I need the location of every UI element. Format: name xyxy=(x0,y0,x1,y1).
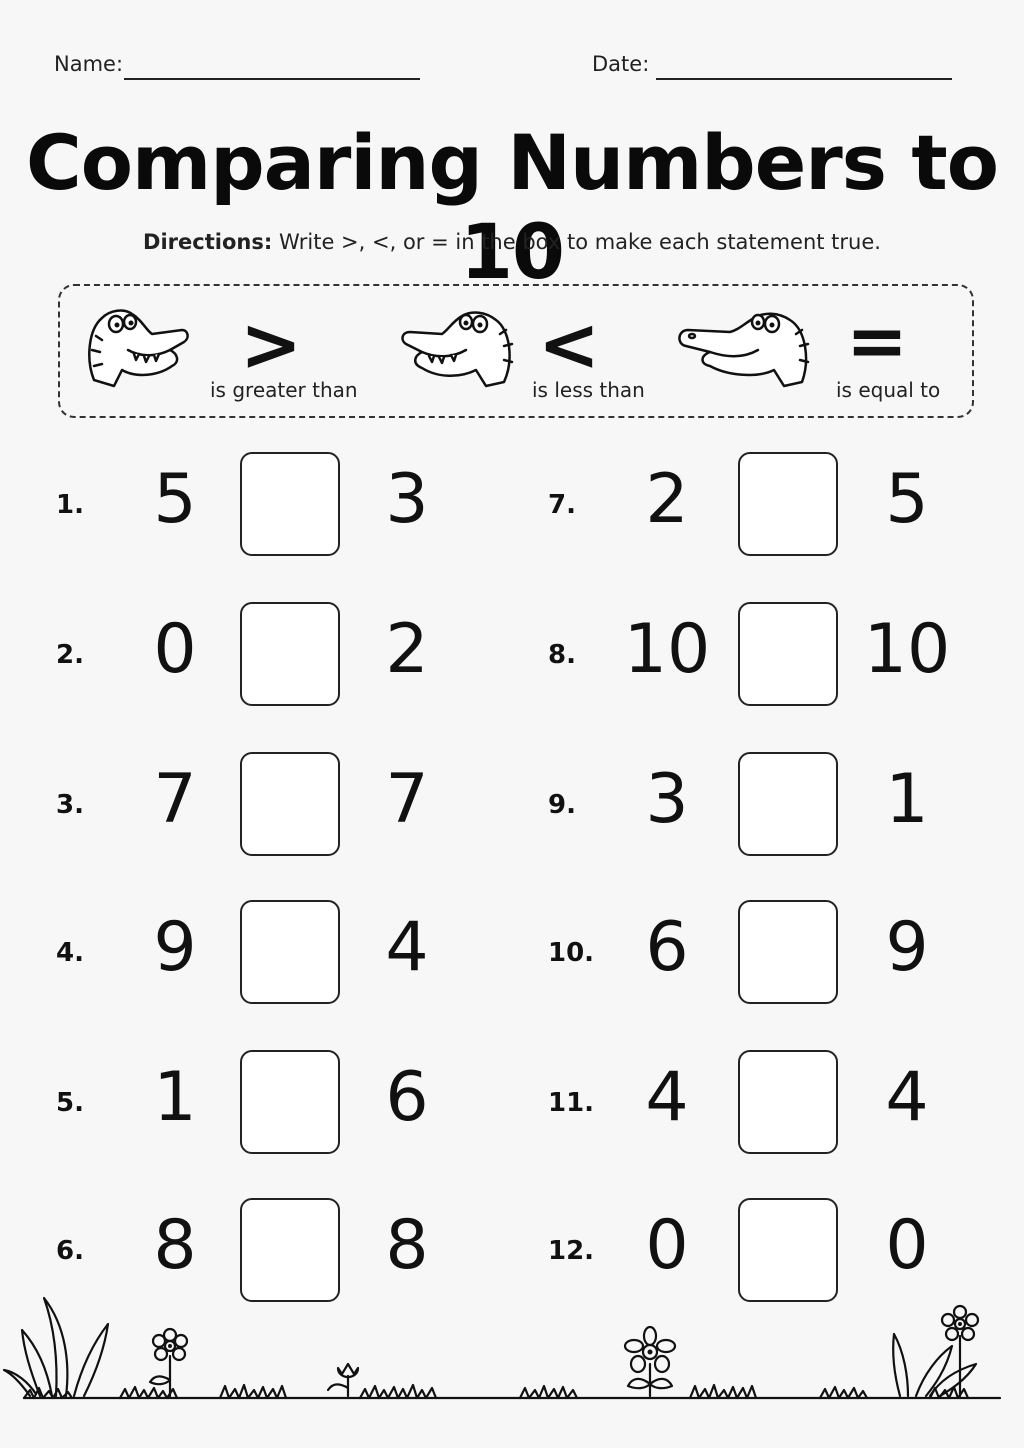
grass-flowers-decoration xyxy=(0,1290,1024,1420)
crocodile-icon xyxy=(82,300,192,392)
problem-row xyxy=(56,602,476,706)
problem-number: 7. xyxy=(548,490,576,520)
right-operand: 6 xyxy=(385,1058,429,1137)
problem-number: 3. xyxy=(56,790,84,820)
left-operand: 9 xyxy=(153,908,197,987)
right-operand: 2 xyxy=(385,610,429,689)
problem-number: 4. xyxy=(56,938,84,968)
left-operand: 0 xyxy=(153,610,197,689)
legend-label: is greater than xyxy=(210,378,358,402)
date-label: Date: xyxy=(592,52,650,76)
answer-box[interactable] xyxy=(240,900,340,1004)
problem-row xyxy=(56,1050,476,1154)
legend-label: is less than xyxy=(532,378,645,402)
less-than-symbol: < xyxy=(538,302,601,388)
directions-text: Write >, <, or = in the box to make each statement true. xyxy=(278,230,881,254)
name-label: Name: xyxy=(54,52,124,76)
left-operand: 6 xyxy=(645,908,689,987)
legend-item-equal xyxy=(670,286,970,420)
problem-number: 8. xyxy=(548,640,576,670)
problem-number: 2. xyxy=(56,640,84,670)
problem-number: 12. xyxy=(548,1236,595,1266)
problem-number: 11. xyxy=(548,1088,595,1118)
left-operand: 4 xyxy=(645,1058,689,1137)
answer-box[interactable] xyxy=(738,1198,838,1302)
answer-box[interactable] xyxy=(240,752,340,856)
symbol-legend xyxy=(58,284,974,418)
right-operand: 4 xyxy=(885,1058,929,1137)
right-operand: 4 xyxy=(385,908,429,987)
problem-number: 6. xyxy=(56,1236,84,1266)
legend-item-greater xyxy=(80,286,370,420)
left-operand: 3 xyxy=(645,760,689,839)
right-operand: 10 xyxy=(863,610,951,689)
directions xyxy=(0,230,1024,254)
name-field[interactable] xyxy=(54,52,123,76)
problem-row xyxy=(548,452,968,556)
answer-box[interactable] xyxy=(738,452,838,556)
right-operand: 5 xyxy=(885,460,929,539)
answer-box[interactable] xyxy=(738,1050,838,1154)
left-operand: 5 xyxy=(153,460,197,539)
legend-label: is equal to xyxy=(836,378,941,402)
right-operand: 9 xyxy=(885,908,929,987)
problem-row xyxy=(56,1198,476,1302)
problem-row xyxy=(548,602,968,706)
problem-row xyxy=(56,752,476,856)
answer-box[interactable] xyxy=(240,602,340,706)
left-operand: 7 xyxy=(153,760,197,839)
answer-box[interactable] xyxy=(240,452,340,556)
problem-number: 10. xyxy=(548,938,595,968)
left-operand: 1 xyxy=(153,1058,197,1137)
date-line[interactable] xyxy=(656,78,952,80)
right-operand: 3 xyxy=(385,460,429,539)
name-line[interactable] xyxy=(124,78,420,80)
problem-number: 9. xyxy=(548,790,576,820)
problem-row xyxy=(548,1198,968,1302)
problem-row xyxy=(56,900,476,1004)
greater-than-symbol: > xyxy=(240,302,303,388)
date-field[interactable] xyxy=(592,52,649,76)
right-operand: 7 xyxy=(385,760,429,839)
answer-box[interactable] xyxy=(240,1050,340,1154)
right-operand: 8 xyxy=(385,1206,429,1285)
problem-number: 5. xyxy=(56,1088,84,1118)
answer-box[interactable] xyxy=(240,1198,340,1302)
crocodile-icon xyxy=(396,300,516,392)
answer-box[interactable] xyxy=(738,602,838,706)
answer-box[interactable] xyxy=(738,900,838,1004)
left-operand: 0 xyxy=(645,1206,689,1285)
right-operand: 0 xyxy=(885,1206,929,1285)
directions-label: Directions: xyxy=(143,230,273,254)
problem-row xyxy=(548,900,968,1004)
page-title: Comparing Numbers to 10 xyxy=(26,118,998,296)
legend-item-less xyxy=(390,286,670,420)
equal-symbol: = xyxy=(846,298,909,384)
problem-row xyxy=(56,452,476,556)
answer-box[interactable] xyxy=(738,752,838,856)
left-operand: 2 xyxy=(645,460,689,539)
problem-number: 1. xyxy=(56,490,84,520)
right-operand: 1 xyxy=(885,760,929,839)
left-operand: 10 xyxy=(623,610,711,689)
problem-row xyxy=(548,1050,968,1154)
crocodile-icon xyxy=(674,300,810,392)
problem-row xyxy=(548,752,968,856)
left-operand: 8 xyxy=(153,1206,197,1285)
